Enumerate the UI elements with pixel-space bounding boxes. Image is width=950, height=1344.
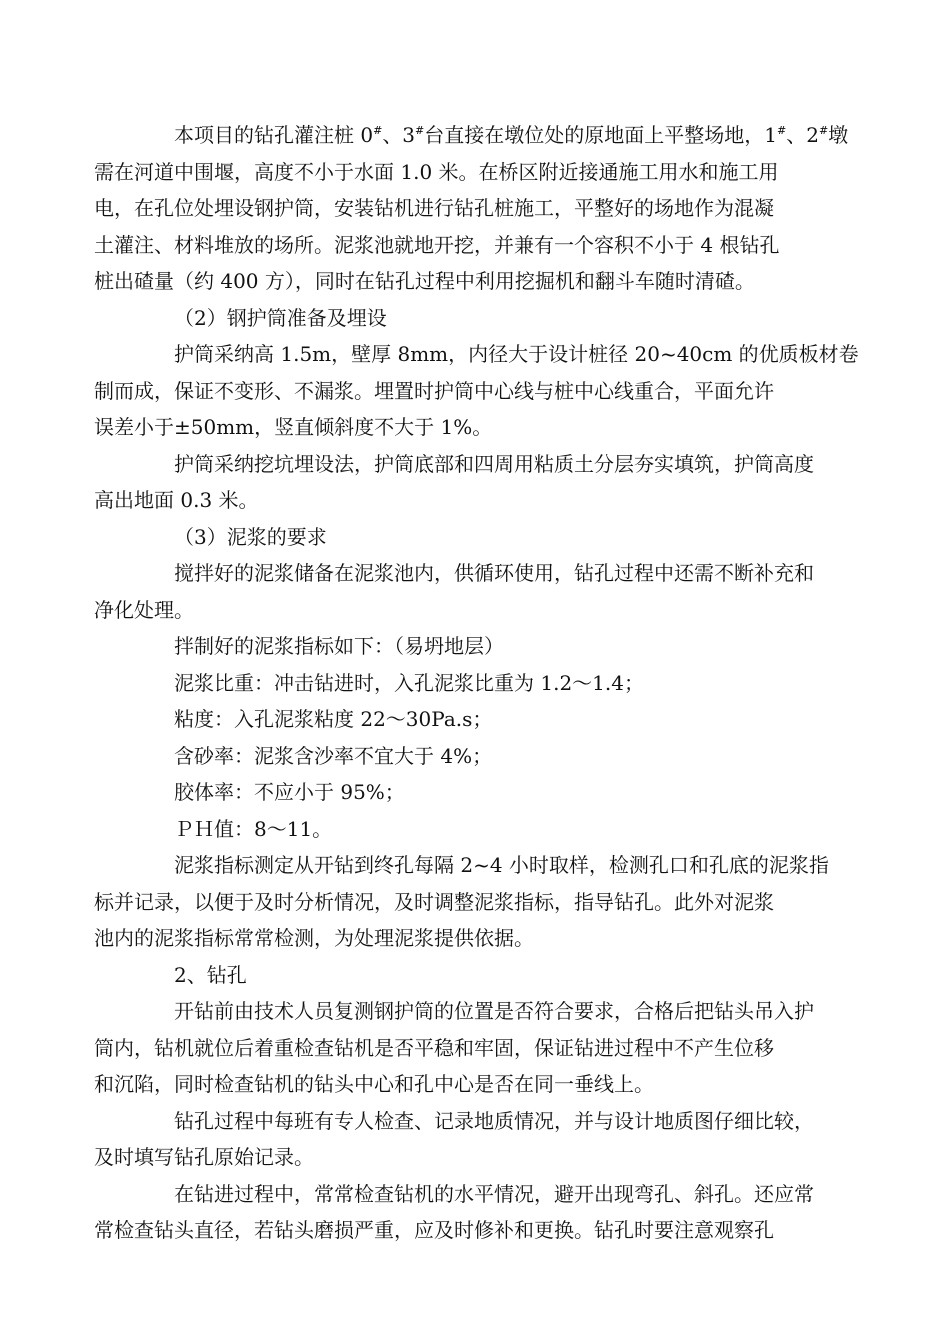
text-line	[94, 1066, 860, 1103]
text-run: 池内的泥浆指标常常检测，为处理泥浆提供依据。	[94, 926, 534, 950]
text-line	[94, 993, 860, 1030]
text-run: 胶体率：不应小于 95%；	[174, 780, 405, 804]
text-run: 墩	[828, 123, 849, 147]
text-line	[94, 920, 860, 957]
superscript-mark: #	[415, 124, 425, 137]
text-run: （3）泥浆的要求	[174, 524, 327, 549]
paragraph	[94, 1103, 860, 1176]
text-run: 标并记录，以便于及时分析情况，及时调整泥浆指标，指导钻孔。此外对泥浆	[94, 889, 774, 914]
text-line	[94, 811, 860, 848]
text-run: 净化处理。	[94, 597, 194, 622]
text-line	[94, 263, 860, 300]
text-line	[94, 300, 860, 337]
text-run: 筒内，钻机就位后着重检查钻机是否平稳和牢固，保证钻进过程中不产生位移	[94, 1035, 774, 1060]
text-line	[94, 1030, 860, 1067]
text-run: ＰＨ值：8～11。	[174, 816, 333, 841]
text-line	[94, 190, 860, 227]
paragraph	[94, 847, 860, 957]
paragraph	[94, 519, 860, 556]
text-run: 土灌注、材料堆放的场所。泥浆池就地开挖，并兼有一个容积不小于 4 根钻孔	[94, 232, 780, 257]
text-run: 泥浆指标测定从开钻到终孔每隔 2~4 小时取样，检测孔口和孔底的泥浆指	[174, 853, 829, 877]
text-line	[94, 482, 860, 519]
text-run: 及时填写钻孔原始记录。	[94, 1145, 314, 1169]
paragraph	[94, 336, 860, 446]
text-run: 开钻前由技术人员复测钢护筒的位置是否符合要求，合格后把钻头吊入护	[174, 999, 814, 1023]
text-line	[94, 847, 860, 884]
paragraph	[94, 117, 860, 300]
superscript-mark: #	[777, 124, 787, 137]
text-line	[94, 774, 860, 811]
paragraph	[94, 993, 860, 1103]
paragraph	[94, 300, 860, 337]
text-run: 误差小于±50mm，竖直倾斜度不大于 1%。	[94, 415, 493, 439]
text-line	[94, 1103, 860, 1140]
text-run: 、3	[382, 123, 416, 147]
text-line	[94, 409, 860, 446]
text-line	[94, 336, 860, 373]
paragraph	[94, 957, 860, 994]
paragraph	[94, 446, 860, 519]
paragraph	[94, 701, 860, 738]
text-line	[94, 446, 860, 483]
text-line	[94, 1176, 860, 1213]
document-page	[94, 117, 860, 1249]
superscript-mark: #	[373, 124, 383, 137]
text-run: 、2	[786, 123, 819, 147]
text-line	[94, 592, 860, 629]
superscript-mark: #	[818, 124, 829, 137]
text-run: 粘度：入孔泥浆粘度 22～30Pa.s；	[174, 707, 493, 731]
text-run: 需在河道中围堰，高度不小于水面 1.0 米。在桥区附近接通施工用水和施工用	[94, 159, 779, 184]
paragraph	[94, 628, 860, 665]
text-run: 搅拌好的泥浆储备在泥浆池内，供循环使用，钻孔过程中还需不断补充和	[174, 561, 814, 585]
paragraph	[94, 738, 860, 775]
text-line	[94, 154, 860, 191]
text-run: （2）钢护筒准备及埋设	[174, 305, 387, 330]
text-line	[94, 628, 860, 665]
paragraph	[94, 1176, 860, 1249]
text-run: 和沉陷，同时检查钻机的钻头中心和孔中心是否在同一垂线上。	[94, 1072, 654, 1096]
text-line	[94, 665, 860, 702]
text-run: 制而成，保证不变形、不漏浆。埋置时护筒中心线与桩中心线重合，平面允许	[94, 378, 774, 403]
text-run: 护筒采纳高 1.5m，壁厚 8mm，内径大于设计桩径 20~40cm 的优质板材卷	[174, 342, 859, 366]
paragraph	[94, 555, 860, 628]
text-run: 泥浆比重：冲击钻进时，入孔泥浆比重为 1.2～1.4；	[174, 670, 644, 695]
text-line	[94, 738, 860, 775]
text-line	[94, 957, 860, 994]
text-run: 在钻进过程中，常常检查钻机的水平情况，避开出现弯孔、斜孔。还应常	[174, 1181, 814, 1206]
text-run: 2、钻孔	[174, 962, 247, 987]
text-line	[94, 884, 860, 921]
text-line	[94, 1139, 860, 1176]
text-line	[94, 519, 860, 556]
paragraph	[94, 774, 860, 811]
text-run: 常检查钻头直径，若钻头磨损严重，应及时修补和更换。钻孔时要注意观察孔	[94, 1218, 774, 1242]
text-line	[94, 555, 860, 592]
text-line	[94, 701, 860, 738]
paragraph	[94, 811, 860, 848]
text-run: 台直接在墩位处的原地面上平整场地，1	[424, 123, 777, 147]
text-run: 电，在孔位处埋设钢护筒，安装钻机进行钻孔桩施工，平整好的场地作为混凝	[94, 196, 774, 220]
text-run: 高出地面 0.3 米。	[94, 488, 259, 512]
text-line	[94, 227, 860, 264]
text-run: 拌制好的泥浆指标如下：（易坍地层）	[174, 634, 504, 658]
paragraph	[94, 665, 860, 702]
text-run: 本项目的钻孔灌注桩 0	[174, 123, 374, 147]
text-run: 桩出碴量（约 400 方），同时在钻孔过程中利用挖掘机和翻斗车随时清碴。	[94, 269, 755, 293]
text-line	[94, 373, 860, 410]
text-run: 护筒采纳挖坑埋设法，护筒底部和四周用粘质土分层夯实填筑，护筒高度	[174, 451, 814, 476]
text-run: 钻孔过程中每班有专人检查、记录地质情况，并与设计地质图仔细比较，	[174, 1108, 814, 1133]
text-run: 含砂率：泥浆含沙率不宜大于 4%；	[174, 743, 493, 768]
text-line	[94, 1212, 860, 1249]
text-line	[94, 117, 860, 154]
